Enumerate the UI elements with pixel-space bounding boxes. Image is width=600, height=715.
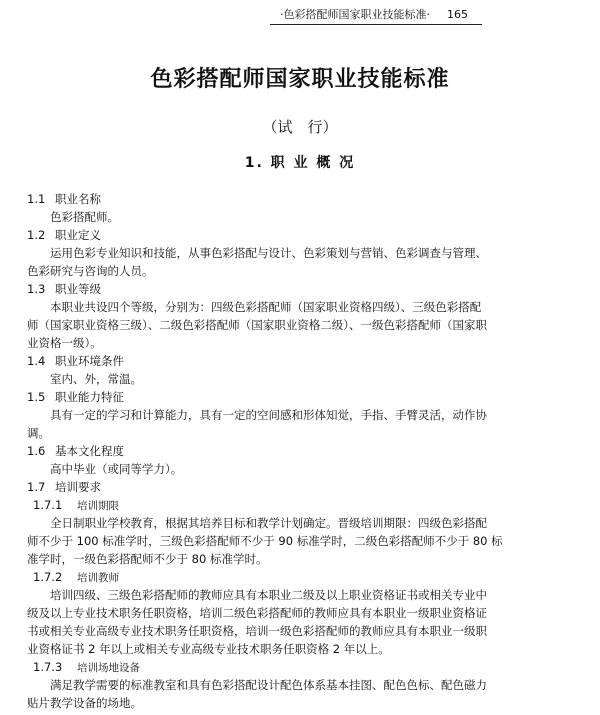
subsection-heading xyxy=(27,280,101,298)
subsection-title: 职业名称 xyxy=(55,192,101,206)
paragraph-line: 师不少于 100 标准学时，三级色彩搭配师不少于 90 标准学时，二级色彩搭配师不少于 80 标 xyxy=(27,534,503,548)
paragraph-line: 本职业共设四个等级，分别为：四级色彩搭配师（国家职业资格四级）、三级色彩搭配 xyxy=(50,300,482,314)
subsection-title: 培训教师 xyxy=(77,572,119,584)
paragraph-line: 室内、外，常温。 xyxy=(50,372,142,386)
paragraph-line: 色彩研究与咨询的人员。 xyxy=(27,264,154,278)
subsection-number: 1.7 xyxy=(27,480,46,494)
subsection-title: 职业能力特征 xyxy=(55,390,124,404)
paragraph-line: 全日制职业学校教育，根据其培养目标和教学计划确定。晋级培训期限：四级色彩搭配 xyxy=(50,516,487,530)
subsection-heading xyxy=(27,190,101,208)
subsection-title: 基本文化程度 xyxy=(55,444,124,458)
paragraph-line: 贴片教学设备的场地。 xyxy=(27,696,142,710)
sub-subsection-heading xyxy=(33,568,119,586)
paragraph-line: 准学时，一级色彩搭配师不少于 80 标准学时。 xyxy=(27,552,268,566)
subsection-title: 职业环境条件 xyxy=(55,354,124,368)
section-heading: 1. 职 业 概 况 xyxy=(244,155,356,171)
paragraph-line: 调。 xyxy=(27,426,50,440)
paragraph-line: 满足教学需要的标准教室和具有色彩搭配设计配色体系基本挂图、配色色标、配色磁力 xyxy=(50,678,487,692)
subsection-number: 1.1 xyxy=(27,192,46,206)
paragraph-line: 业资格证书 2 年以上或相关专业高级专业技术职务任职资格 2 年以上。 xyxy=(27,642,390,656)
subsection-number: 1.3 xyxy=(27,282,46,296)
page-number: 165 xyxy=(447,8,468,21)
subsection-title: 培训场地设备 xyxy=(77,662,140,674)
document-subtitle: （试 行） xyxy=(262,118,338,136)
running-header xyxy=(270,6,482,25)
paragraph-line: 书或相关专业高级专业技术职务任职资格，培训一级色彩搭配师的教师应具有本职业一级职 xyxy=(27,624,487,638)
subsection-heading xyxy=(27,226,101,244)
subsection-number: 1.7.3 xyxy=(33,660,63,674)
subsection-number: 1.2 xyxy=(27,228,46,242)
subsection-title: 培训期限 xyxy=(77,500,119,512)
subsection-title: 职业等级 xyxy=(55,282,101,296)
subsection-heading xyxy=(27,352,124,370)
subsection-number: 1.4 xyxy=(27,354,46,368)
subsection-title: 职业定义 xyxy=(55,228,101,242)
sub-subsection-heading xyxy=(33,658,140,676)
running-header-title: ·色彩搭配师国家职业技能标准· xyxy=(280,8,430,21)
subsection-heading xyxy=(27,388,124,406)
paragraph-line: 具有一定的学习和计算能力，具有一定的空间感和形体知觉，手指、手臂灵活，动作协 xyxy=(50,408,487,422)
subsection-number: 1.7.2 xyxy=(33,570,63,584)
paragraph-line: 业资格一级）。 xyxy=(27,336,102,350)
paragraph-line: 色彩搭配师。 xyxy=(50,210,119,224)
subsection-heading xyxy=(27,442,124,460)
subsection-number: 1.7.1 xyxy=(33,498,63,512)
document-title: 色彩搭配师国家职业技能标准 xyxy=(150,67,450,92)
subsection-heading xyxy=(27,478,101,496)
paragraph-line: 师（国家职业资格三级）、二级色彩搭配师（国家职业资格二级）、一级色彩搭配师（国家职 xyxy=(27,318,487,332)
subsection-title: 培训要求 xyxy=(55,480,101,494)
paragraph-line: 高中毕业（或同等学力）。 xyxy=(50,462,183,476)
sub-subsection-heading xyxy=(33,496,119,514)
paragraph-line: 运用色彩专业知识和技能，从事色彩搭配与设计、色彩策划与营销、色彩调查与管理、 xyxy=(50,246,487,260)
paragraph-line: 级及以上专业技术职务任职资格，培训二级色彩搭配师的教师应具有本职业一级职业资格证 xyxy=(27,606,487,620)
subsection-number: 1.5 xyxy=(27,390,46,404)
paragraph-line: 培训四级、三级色彩搭配师的教师应具有本职业二级及以上职业资格证书或相关专业中 xyxy=(50,588,487,602)
subsection-number: 1.6 xyxy=(27,444,46,458)
